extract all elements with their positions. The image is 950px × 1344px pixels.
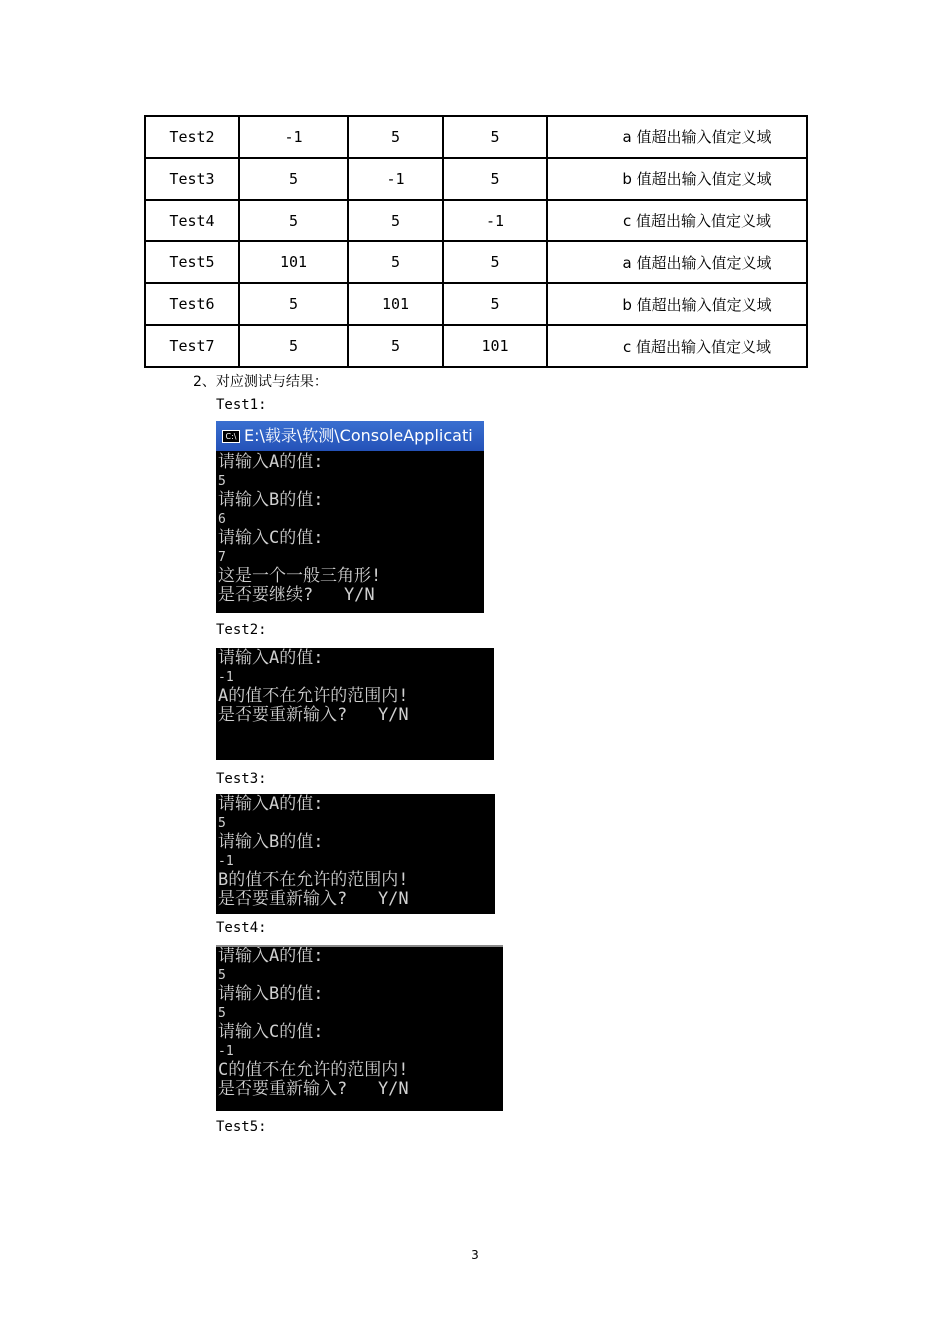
console-line: -1 <box>218 854 234 869</box>
test-case-table <box>144 115 808 368</box>
console-line: 这是一个一般三角形! <box>218 566 382 586</box>
console-line: 是否要重新输入? Y/N <box>218 1079 409 1099</box>
test5-label: Test5: <box>216 1119 267 1135</box>
value-c-cell: 101 <box>443 325 547 367</box>
test3-label: Test3: <box>216 771 267 787</box>
test-id-cell: Test4 <box>145 200 239 242</box>
table-row <box>145 283 807 325</box>
table-row <box>145 200 807 242</box>
expected-result-cell: b 值超出输入值定义域 <box>547 158 807 200</box>
value-c-cell: 5 <box>443 241 547 283</box>
console-window-test3 <box>216 794 495 914</box>
expected-result-cell: b 值超出输入值定义域 <box>547 283 807 325</box>
console-line: 请输入B的值: <box>218 832 324 852</box>
console-window-test2 <box>216 648 494 760</box>
console-line: 请输入B的值: <box>218 490 324 510</box>
console-line: 5 <box>218 816 226 831</box>
test1-label: Test1: <box>216 397 267 413</box>
value-c-cell: -1 <box>443 200 547 242</box>
table-row <box>145 241 807 283</box>
value-c-cell: 5 <box>443 158 547 200</box>
value-a-cell: 101 <box>239 241 348 283</box>
value-b-cell: -1 <box>348 158 443 200</box>
expected-result-cell: c 值超出输入值定义域 <box>547 325 807 367</box>
console-app-icon: C:\ <box>222 430 240 443</box>
value-a-cell: 5 <box>239 200 348 242</box>
value-a-cell: 5 <box>239 325 348 367</box>
value-c-cell: 5 <box>443 116 547 158</box>
console-line: 5 <box>218 1006 226 1021</box>
console-line: A的值不在允许的范围内! <box>218 686 409 706</box>
test-id-cell: Test5 <box>145 241 239 283</box>
value-b-cell: 5 <box>348 325 443 367</box>
console-line: 6 <box>218 512 226 527</box>
expected-result-cell: a 值超出输入值定义域 <box>547 241 807 283</box>
console-line: 请输入A的值: <box>218 794 324 814</box>
console-line: 请输入A的值: <box>218 648 324 668</box>
console-window-test4 <box>216 945 503 1111</box>
console-line: 请输入C的值: <box>218 528 324 548</box>
test-id-cell: Test2 <box>145 116 239 158</box>
console-line: 是否要重新输入? Y/N <box>218 889 409 909</box>
value-b-cell: 5 <box>348 200 443 242</box>
section-heading: 2、对应测试与结果： <box>193 374 328 390</box>
console-line: B的值不在允许的范围内! <box>218 870 409 890</box>
console-line: 请输入B的值: <box>218 984 324 1004</box>
value-a-cell: -1 <box>239 116 348 158</box>
value-c-cell: 5 <box>443 283 547 325</box>
expected-result-cell: a 值超出输入值定义域 <box>547 116 807 158</box>
page-number: 3 <box>471 1248 479 1262</box>
test4-label: Test4: <box>216 920 267 936</box>
value-b-cell: 101 <box>348 283 443 325</box>
table-row <box>145 325 807 367</box>
test2-label: Test2: <box>216 622 267 638</box>
value-a-cell: 5 <box>239 283 348 325</box>
console-line: 5 <box>218 474 226 489</box>
value-b-cell: 5 <box>348 241 443 283</box>
console-line: 请输入A的值: <box>218 946 324 966</box>
console-line: 请输入C的值: <box>218 1022 324 1042</box>
console-line: 请输入A的值: <box>218 452 324 472</box>
expected-result-cell: c 值超出输入值定义域 <box>547 200 807 242</box>
console-line: 5 <box>218 968 226 983</box>
console-line: -1 <box>218 1044 234 1059</box>
console-line: 是否要继续? Y/N <box>218 585 375 605</box>
console-line: 是否要重新输入? Y/N <box>218 705 409 725</box>
console-line: 7 <box>218 550 226 565</box>
test-id-cell: Test7 <box>145 325 239 367</box>
console-line: -1 <box>218 670 234 685</box>
console-title: E:\载录\软测\ConsoleApplicati <box>244 426 473 445</box>
console-line: C的值不在允许的范围内! <box>218 1060 409 1080</box>
console-window-test1 <box>216 421 484 613</box>
value-a-cell: 5 <box>239 158 348 200</box>
table-row <box>145 116 807 158</box>
table-row <box>145 158 807 200</box>
test-id-cell: Test6 <box>145 283 239 325</box>
value-b-cell: 5 <box>348 116 443 158</box>
test-id-cell: Test3 <box>145 158 239 200</box>
console-titlebar <box>216 421 484 451</box>
